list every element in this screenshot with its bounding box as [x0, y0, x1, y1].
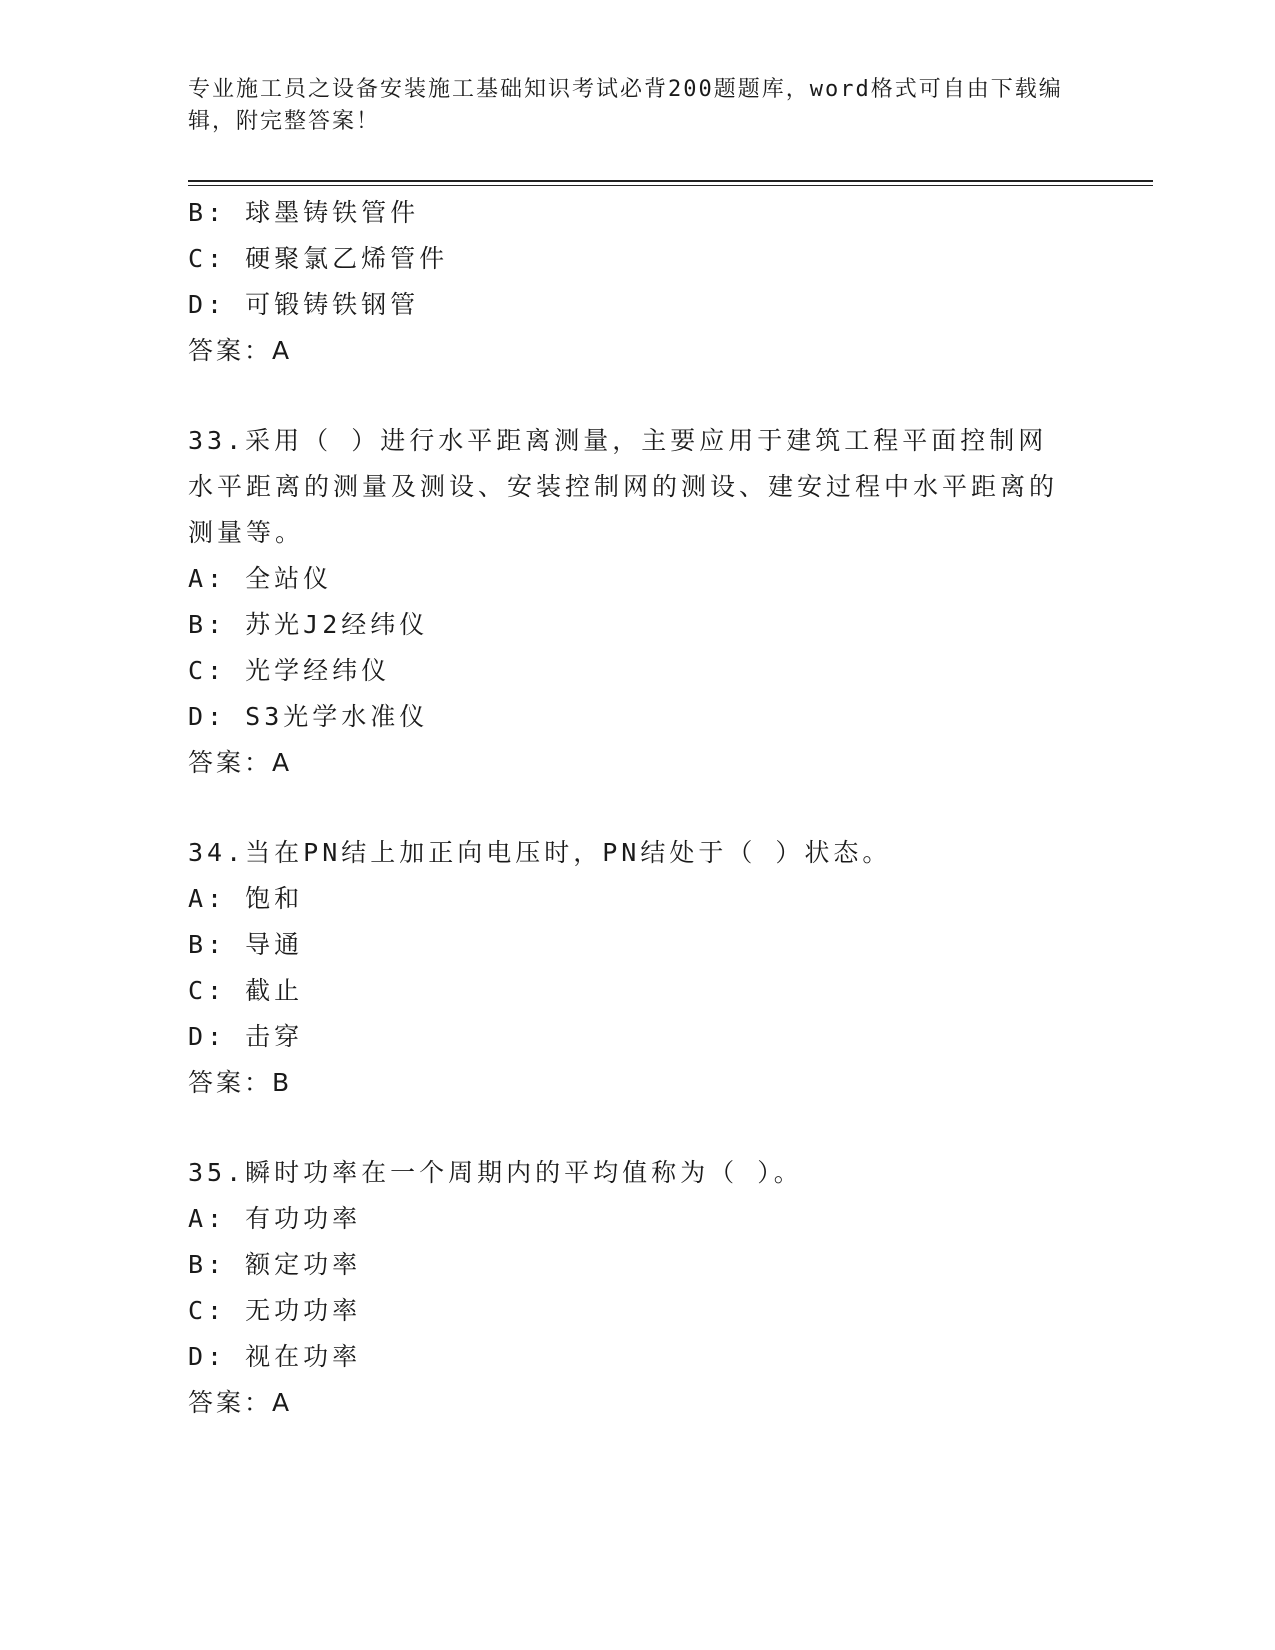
question-33 [188, 418, 1068, 786]
option-a: A: 有功功率 [188, 1204, 362, 1233]
answer-line: 答案：A [188, 336, 293, 365]
answer-line: 答案：A [188, 748, 293, 777]
option-d: D: 视在功率 [188, 1342, 362, 1371]
document-header [188, 74, 1068, 138]
option-a: A: 全站仪 [188, 564, 333, 593]
option-b: B: 额定功率 [188, 1250, 362, 1279]
option-b: B: 球墨铸铁管件 [188, 198, 420, 227]
question-35 [188, 1150, 1068, 1426]
option-d: D: 击穿 [188, 1022, 304, 1051]
document-body [188, 190, 1068, 1426]
header-title: 专业施工员之设备安装施工基础知识考试必背200题题库，word格式可自由下载编辑，附完整答案！ [188, 77, 1063, 134]
question-32-continued [188, 190, 1068, 374]
question-text: 35.瞬时功率在一个周期内的平均值称为（ ）。 [188, 1158, 803, 1187]
option-a: A: 饱和 [188, 884, 304, 913]
header-rule-thick [188, 180, 1153, 182]
option-c: C: 硬聚氯乙烯管件 [188, 244, 449, 273]
option-c: C: 光学经纬仪 [188, 656, 391, 685]
option-c: C: 截止 [188, 976, 304, 1005]
answer-line: 答案：B [188, 1068, 293, 1097]
question-34 [188, 830, 1068, 1106]
header-rule-thin [188, 185, 1153, 186]
option-d: D: 可锻铸铁钢管 [188, 290, 420, 319]
question-text: 34.当在PN结上加正向电压时，PN结处于（ ）状态。 [188, 838, 892, 867]
option-c: C: 无功功率 [188, 1296, 362, 1325]
answer-line: 答案：A [188, 1388, 293, 1417]
option-b: B: 苏光J2经纬仪 [188, 610, 429, 639]
option-d: D: S3光学水准仪 [188, 702, 429, 731]
question-text: 33.采用（ ）进行水平距离测量，主要应用于建筑工程平面控制网水平距离的测量及测设、安装控制网的测设、建安过程中水平距离的测量等。 [188, 426, 1059, 547]
option-b: B: 导通 [188, 930, 304, 959]
